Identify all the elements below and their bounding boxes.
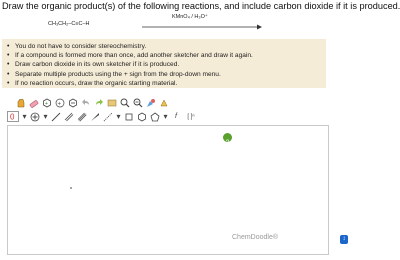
reactant-formula: CH₃CH₂–C≡C–H [48, 21, 90, 27]
redo-icon[interactable] [94, 98, 104, 108]
instruction-item: • Draw carbon dioxide in its own sketcher if it is produced. [15, 60, 326, 69]
sketcher-toolbar-top [16, 97, 172, 108]
charge-minus-icon[interactable] [68, 98, 78, 108]
eraser-icon[interactable] [29, 98, 39, 108]
color-icon[interactable] [146, 98, 156, 108]
undo-icon[interactable] [81, 98, 91, 108]
zoom-out-icon[interactable] [133, 98, 143, 108]
chevron-down-icon[interactable]: ▾ [22, 111, 27, 121]
sketcher-toolbar-bottom [7, 111, 201, 122]
svg-text:?: ? [225, 139, 230, 146]
hash-bond-icon[interactable] [103, 112, 113, 122]
ring-add-icon[interactable] [42, 98, 52, 108]
double-bond-icon[interactable] [64, 112, 74, 122]
instructions-box [2, 39, 326, 88]
clean-icon[interactable] [159, 98, 169, 108]
sketcher-stepper-button[interactable]: ↕ [340, 235, 348, 244]
chevron-down-icon[interactable]: ▾ [163, 111, 168, 121]
ring-pentagon-icon[interactable] [150, 112, 160, 122]
zoom-in-icon[interactable] [120, 98, 130, 108]
svg-text:0: 0 [10, 112, 15, 122]
help-icon[interactable] [223, 133, 232, 146]
question-text: Draw the organic product(s) of the following reactions, and include carbon dioxide if it is produced. [2, 1, 400, 11]
bond-template-icon[interactable] [107, 98, 117, 108]
instructions-list [2, 39, 326, 88]
svg-text:+: + [57, 101, 62, 107]
charge-plus-icon[interactable] [55, 98, 65, 108]
reaction-arrow [142, 24, 262, 30]
single-bond-icon[interactable] [51, 112, 61, 122]
triple-bond-icon[interactable] [77, 112, 87, 122]
svg-text:+: + [45, 100, 48, 107]
plus-circle-icon[interactable] [30, 112, 40, 122]
sketcher-canvas[interactable] [7, 125, 329, 255]
bracket-tool-icon[interactable]: [ ]ⁿ [187, 113, 195, 120]
wedge-bond-icon[interactable] [90, 112, 100, 122]
ring-hexagon-icon[interactable] [137, 112, 147, 122]
delete-tool-icon[interactable] [7, 111, 19, 122]
canvas-cursor-dot [70, 187, 72, 189]
instruction-item: • Separate multiple products using the + sign from the drop-down menu. [15, 70, 326, 79]
atom-label-icon[interactable]: f [175, 112, 177, 120]
reagent-label: KMnO₄ / H₃O⁺ [172, 14, 208, 20]
chemdoodle-brand: ChemDoodle® [232, 234, 279, 241]
chevron-down-icon[interactable]: ▾ [116, 111, 121, 121]
instruction-item: • If a compound is formed more than once, add another sketcher and draw it again. [15, 51, 326, 60]
ring-small-icon[interactable] [124, 112, 134, 122]
instruction-item: • You do not have to consider stereochemistry. [15, 42, 326, 51]
instruction-item: • If no reaction occurs, draw the organic starting material. [15, 79, 326, 88]
chevron-down-icon[interactable]: ▾ [43, 111, 48, 121]
hand-icon[interactable] [16, 98, 26, 108]
